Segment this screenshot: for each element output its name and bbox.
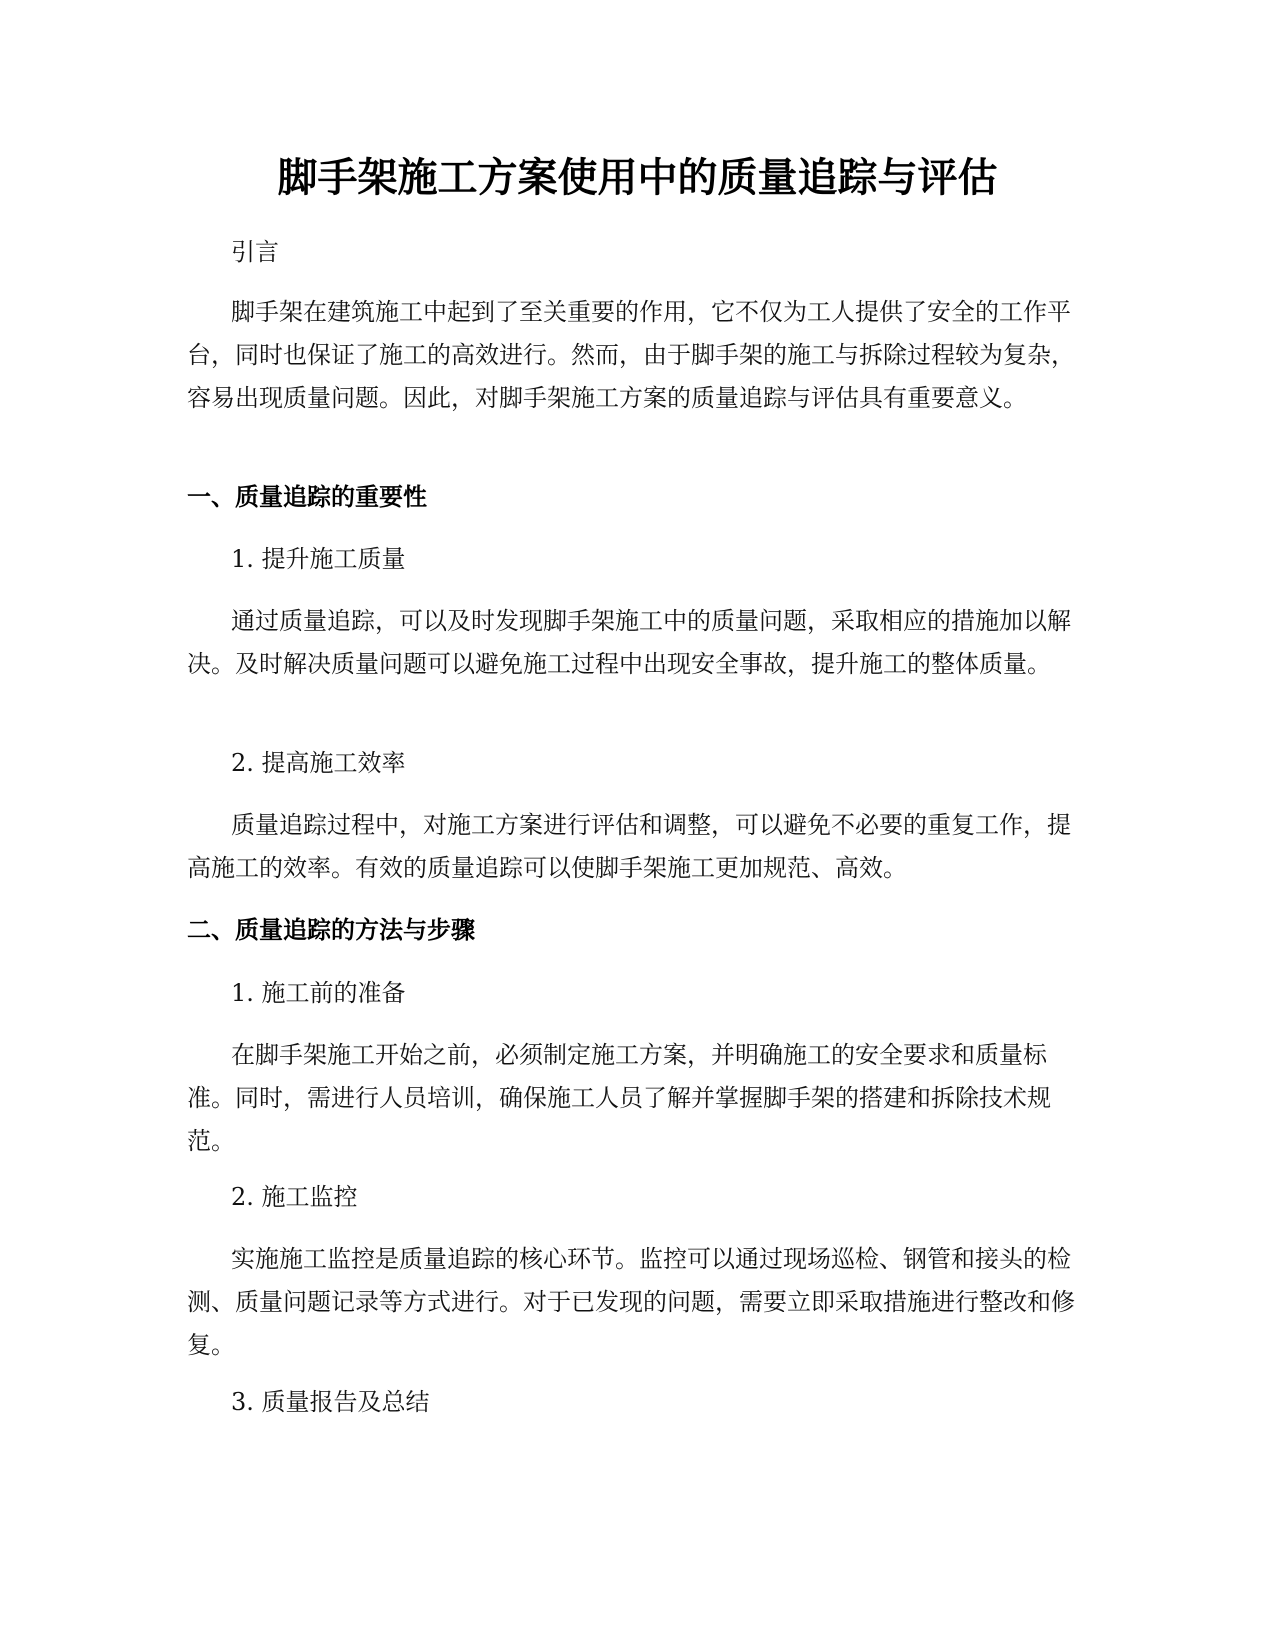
subsection-title-2-2: 2. 施工监控 (231, 1183, 358, 1211)
section-heading-1: 一、质量追踪的重要性 (187, 483, 427, 511)
intro-label: 引言 (231, 238, 279, 266)
subsection-paragraph-2-2: 实施施工监控是质量追踪的核心环节。监控可以通过现场巡检、钢管和接头的检测、质量问题记录等方式进行。对于已发现的问题，需要立即采取措施进行整改和修复。 (187, 1245, 1075, 1359)
section-heading-2: 二、质量追踪的方法与步骤 (187, 916, 475, 944)
subsection-paragraph-1-1: 通过质量追踪，可以及时发现脚手架施工中的质量问题，采取相应的措施加以解决。及时解决质量问题可以避免施工过程中出现安全事故，提升施工的整体质量。 (187, 607, 1071, 678)
page-title: 脚手架施工方案使用中的质量追踪与评估 (277, 155, 998, 201)
subsection-title-1-1: 1. 提升施工质量 (231, 545, 406, 573)
subsection-paragraph-2-1: 在脚手架施工开始之前，必须制定施工方案，并明确施工的安全要求和质量标准。同时，需进行人员培训，确保施工人员了解并掌握脚手架的搭建和拆除技术规范。 (187, 1041, 1051, 1155)
subsection-paragraph-1-2: 质量追踪过程中，对施工方案进行评估和调整，可以避免不必要的重复工作，提高施工的效率。有效的质量追踪可以使脚手架施工更加规范、高效。 (187, 811, 1071, 882)
subsection-title-2-1: 1. 施工前的准备 (231, 979, 406, 1007)
subsection-title-1-2: 2. 提高施工效率 (231, 749, 406, 777)
intro-paragraph: 脚手架在建筑施工中起到了至关重要的作用，它不仅为工人提供了安全的工作平台，同时也保证了施工的高效进行。然而，由于脚手架的施工与拆除过程较为复杂，容易出现质量问题。因此，对脚手架施工方案的质量追踪与评估具有重要意义。 (187, 298, 1075, 412)
subsection-title-2-3: 3. 质量报告及总结 (231, 1388, 430, 1416)
